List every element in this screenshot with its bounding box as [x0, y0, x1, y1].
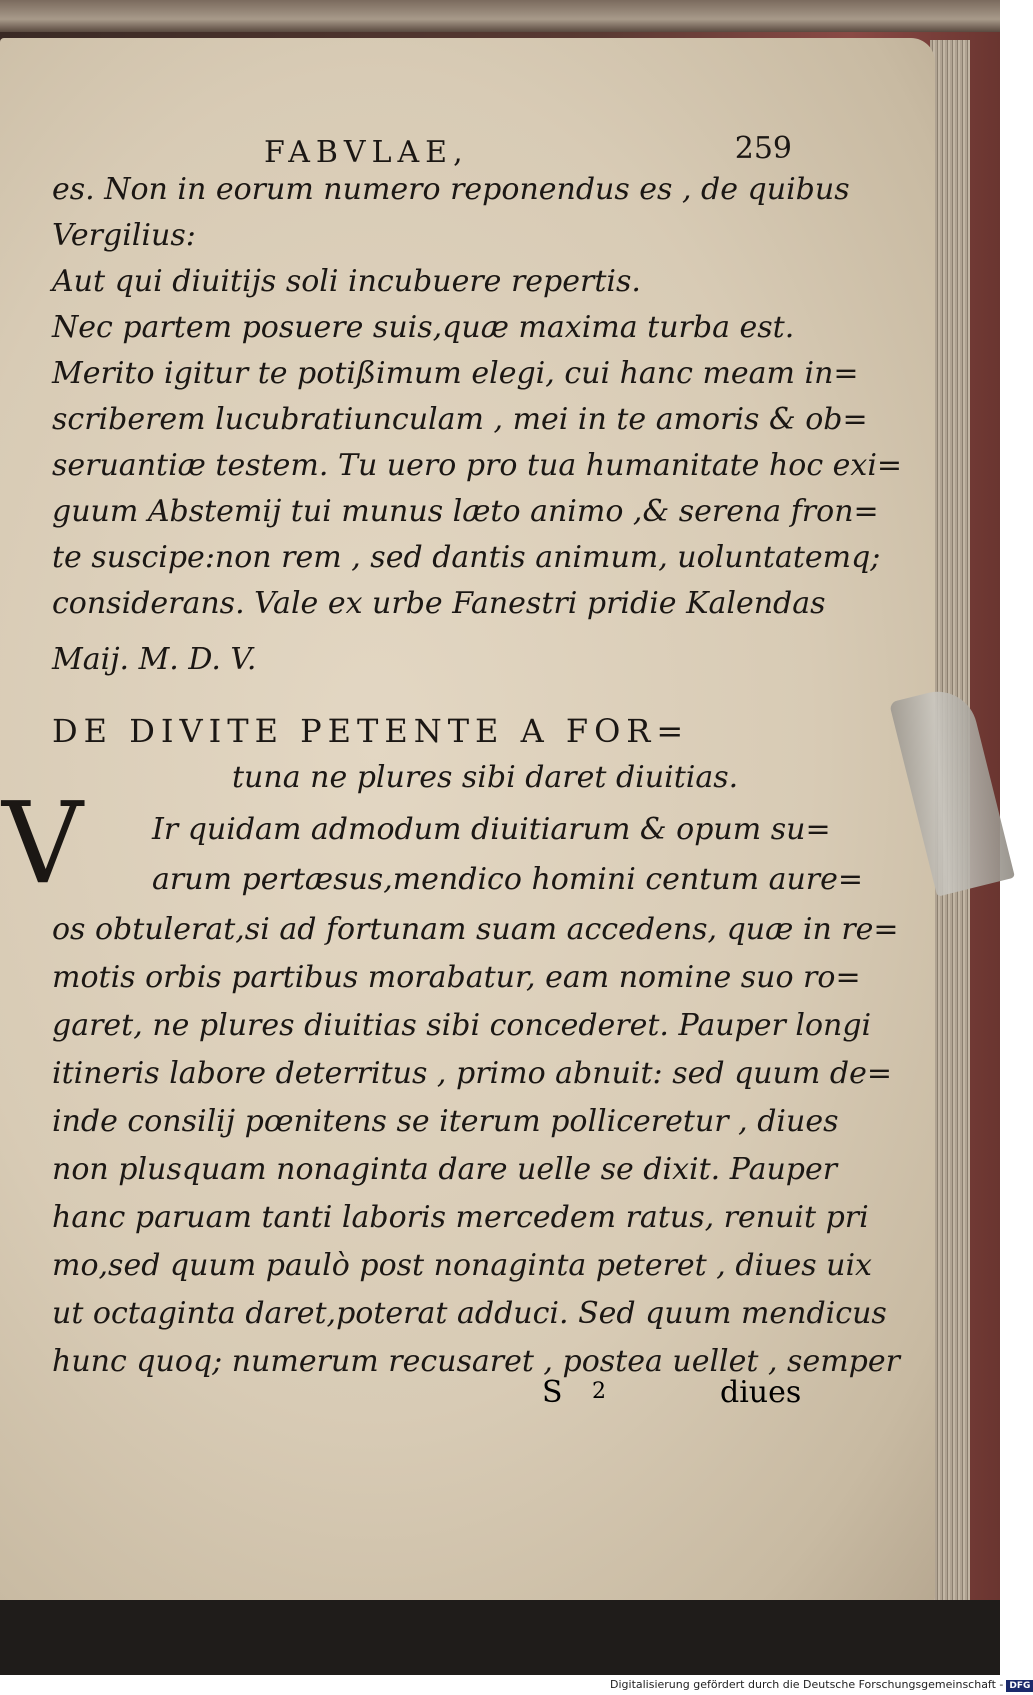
dfg-logo: DFG — [1006, 1680, 1033, 1692]
fable-line: garet, ne plures diuitias sibi concederet. Pauper longi — [52, 1008, 872, 1043]
dedication-line: Nec partem posuere suis,quæ maxima turba est. — [52, 310, 795, 345]
signature-mark: S — [542, 1375, 563, 1410]
dedication-line: Aut qui diuitijs soli incubuere repertis. — [52, 264, 641, 299]
drop-cap: V — [2, 779, 83, 909]
fable-line: hunc quoq; numerum recusaret , postea uellet , semper — [52, 1344, 900, 1379]
fable-line: hanc paruam tanti laboris mercedem ratus, renuit pri — [52, 1200, 869, 1235]
bottom-shadow — [0, 1600, 1000, 1675]
fable-heading: DE DIVITE PETENTE A FOR= — [52, 712, 690, 750]
fable-line: arum pertæsus,mendico homini centum aure= — [152, 862, 864, 897]
fable-line: inde consilij pœnitens se iterum polliceretur , diues — [52, 1104, 839, 1139]
dedication-line: Maij. M. D. V. — [52, 642, 257, 677]
credit-text: Digitalisierung gefördert durch die Deutsche Forschungsgemeinschaft - — [610, 1678, 1004, 1691]
fable-line: os obtulerat,si ad fortunam suam accedens, quæ in re= — [52, 912, 899, 947]
running-head — [52, 131, 792, 175]
dedication-line: te suscipe:non rem , sed dantis animum, uoluntatemq; — [52, 540, 881, 575]
signature-number: 2 — [592, 1379, 606, 1404]
fable-subheading: tuna ne plures sibi daret diuitias. — [232, 760, 739, 795]
fable-line: Ir quidam admodum diuitiarum & opum su= — [152, 812, 831, 847]
dedication-line: Vergilius: — [52, 218, 196, 253]
dedication-line: scriberem lucubratiunculam , mei in te amoris & ob= — [52, 402, 868, 437]
fable-line: itineris labore deterritus , primo abnuit: sed quum de= — [52, 1056, 893, 1091]
digitization-credit — [610, 1678, 1033, 1692]
fable-line: ut octaginta daret,poterat adduci. Sed quum mendicus — [52, 1296, 887, 1331]
dedication-line: Merito igitur te potißimum elegi, cui hanc meam in= — [52, 356, 859, 391]
page-number: 259 — [734, 131, 792, 166]
dedication-line: es. Non in eorum numero reponendus es , de quibus — [52, 172, 850, 207]
dedication-line: seruantiæ testem. Tu uero pro tua humanitate hoc exi= — [52, 448, 903, 483]
fable-line: mo,sed quum paulò post nonaginta peteret , diues uix — [52, 1248, 872, 1283]
dedication-line: considerans. Vale ex urbe Fanestri pridie Kalendas — [52, 586, 826, 621]
dedication-line: guum Abstemij tui munus læto animo ,& serena fron= — [52, 494, 879, 529]
top-page-edge — [0, 0, 1000, 32]
catchword: diues — [720, 1375, 802, 1410]
running-head-title: FABVLAE, — [264, 135, 469, 170]
fable-line: motis orbis partibus morabatur, eam nomine suo ro= — [52, 960, 861, 995]
fable-line: non plusquam nonaginta dare uelle se dixit. Pauper — [52, 1152, 838, 1187]
